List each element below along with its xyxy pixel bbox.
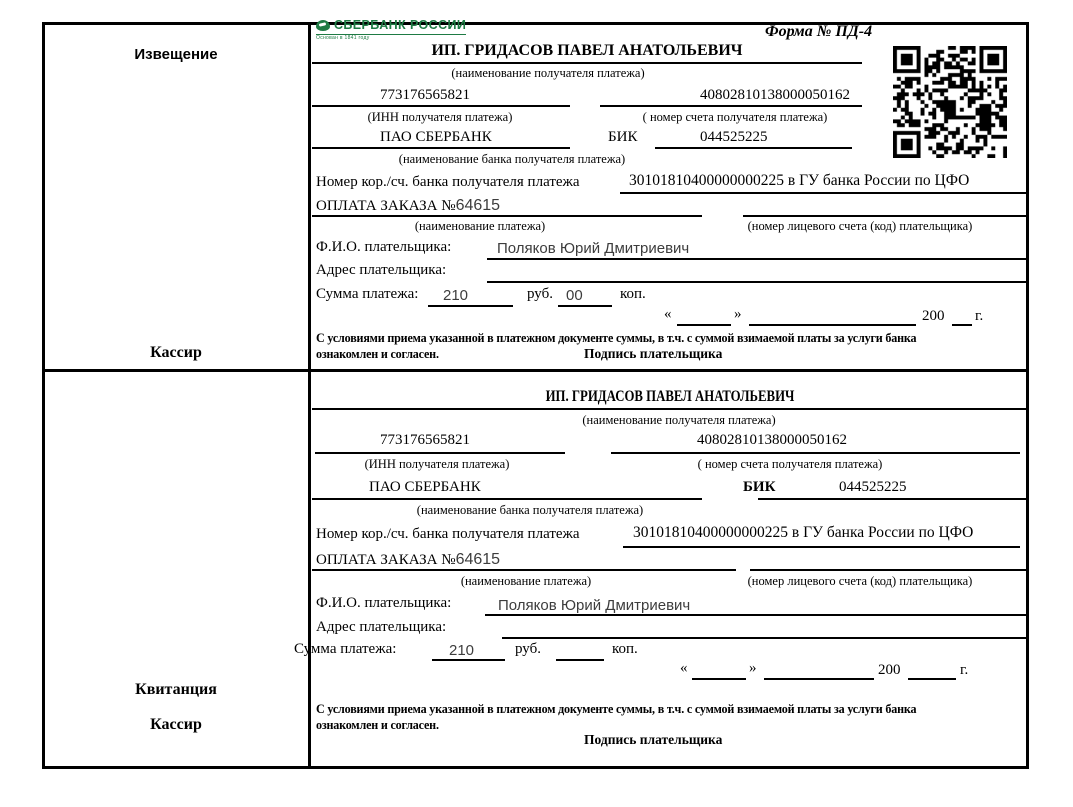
blank-line xyxy=(620,192,1026,194)
bank-name-value: ПАО СБЕРБАНК xyxy=(369,479,481,495)
bik-value: 044525225 xyxy=(839,479,907,495)
blank-line xyxy=(312,569,736,571)
payer-name-value: Поляков Юрий Дмитриевич xyxy=(498,597,691,614)
payer-name-label: Ф.И.О. плательщика: xyxy=(316,595,452,611)
blank-line xyxy=(750,569,1026,571)
payee-name-caption: (наименование получателя платежа) xyxy=(582,413,776,427)
terms-text-line1: С условиями приема указанной в платежном документе суммы, в т.ч. с суммой взимаемой платы за услуги банка xyxy=(316,701,917,716)
date-close-quote: » xyxy=(749,660,757,676)
terms-text-line2: ознакомлен и согласен. xyxy=(316,346,439,361)
payer-signature-label: Подпись плательщика xyxy=(584,732,723,747)
bik-label: БИК xyxy=(608,129,638,145)
blank-line xyxy=(315,452,565,454)
payer-address-label: Адрес плательщика: xyxy=(316,619,447,635)
personal-account-caption: (номер лицевого счета (код) плательщика) xyxy=(747,219,973,233)
payer-name-label: Ф.И.О. плательщика: xyxy=(316,239,452,255)
bik-value: 044525225 xyxy=(700,129,768,145)
payer-name-value: Поляков Юрий Дмитриевич xyxy=(497,240,690,257)
year-suffix: г. xyxy=(960,662,969,678)
receipt-cashier-label: Кассир xyxy=(150,716,202,733)
payment-purpose-prefix: ОПЛАТА ЗАКАЗА № xyxy=(316,552,456,568)
corr-account-value: 30101810400000000225 в ГУ банка России по ЦФО xyxy=(633,524,974,541)
order-number-value: 64615 xyxy=(455,197,501,214)
notice-section-label: Извещение xyxy=(134,46,218,63)
blank-line xyxy=(692,678,746,680)
blank-line xyxy=(743,215,1026,217)
account-caption: ( номер счета получателя платежа) xyxy=(697,457,883,471)
bank-name-value: ПАО СБЕРБАНК xyxy=(380,129,492,145)
corr-account-label: Номер кор./сч. банка получателя платежа xyxy=(316,526,580,542)
blank-line xyxy=(428,305,513,307)
date-open-quote: « xyxy=(664,306,672,322)
rub-label: руб. xyxy=(527,286,553,302)
amount-label: Сумма платежа: xyxy=(316,286,419,302)
blank-line xyxy=(487,258,1026,260)
amount-rub-value: 210 xyxy=(449,642,475,659)
payee-name: ИП. ГРИДАСОВ ПАВЕЛ АНАТОЛЬЕВИЧ xyxy=(431,42,743,59)
blank-line xyxy=(487,281,1026,283)
sberbank-logo xyxy=(316,19,466,41)
blank-line xyxy=(908,678,956,680)
payee-account-value: 40802810138000050162 xyxy=(700,87,850,103)
blank-line xyxy=(623,546,1020,548)
payer-address-label: Адрес плательщика: xyxy=(316,262,447,278)
year-prefix: 200 xyxy=(922,308,945,324)
payee-account-value: 40802810138000050162 xyxy=(697,432,847,448)
personal-account-caption: (номер лицевого счета (код) плательщика) xyxy=(747,574,973,588)
inn-caption: (ИНН получателя платежа) xyxy=(364,457,510,471)
blank-line xyxy=(952,324,972,326)
kop-label: коп. xyxy=(620,286,646,302)
date-open-quote: « xyxy=(680,660,688,676)
payment-purpose-prefix: ОПЛАТА ЗАКАЗА № xyxy=(316,198,456,214)
blank-line xyxy=(312,498,702,500)
blank-line xyxy=(558,305,612,307)
year-prefix: 200 xyxy=(878,662,901,678)
blank-line xyxy=(312,62,862,64)
year-suffix: г. xyxy=(975,308,984,324)
sberbank-logo-subtitle: Основан в 1841 году xyxy=(316,34,370,41)
section-divider xyxy=(42,369,1029,372)
corr-account-label: Номер кор./сч. банка получателя платежа xyxy=(316,174,580,190)
qr-code xyxy=(893,46,1007,158)
blank-line xyxy=(749,324,916,326)
payee-inn-value: 773176565821 xyxy=(380,87,470,103)
payment-purpose xyxy=(316,551,500,569)
bik-label: БИК xyxy=(743,479,776,495)
account-caption: ( номер счета получателя платежа) xyxy=(642,110,828,124)
payment-purpose-caption: (наименование платежа) xyxy=(414,219,546,233)
rub-label: руб. xyxy=(515,641,541,657)
sberbank-logo-text: СБЕРБАНК РОССИИ xyxy=(334,18,467,32)
blank-line xyxy=(432,659,505,661)
payment-purpose-caption: (наименование платежа) xyxy=(460,574,592,588)
kop-label: коп. xyxy=(612,641,638,657)
payee-name: ИП. ГРИДАСОВ ПАВЕЛ АНАТОЛЬЕВИЧ xyxy=(545,388,795,405)
amount-rub-value: 210 xyxy=(443,287,469,304)
blank-line xyxy=(556,659,604,661)
blank-line xyxy=(485,614,1026,616)
receipt-section-label: Квитанция xyxy=(135,681,217,698)
payee-inn-value: 773176565821 xyxy=(380,432,470,448)
form-number-label: Форма № ПД-4 xyxy=(765,23,873,40)
order-number-value: 64615 xyxy=(455,551,501,568)
blank-line xyxy=(758,498,1026,500)
blank-line xyxy=(312,105,570,107)
blank-line xyxy=(655,147,852,149)
blank-line xyxy=(312,215,702,217)
blank-line xyxy=(312,147,570,149)
bank-name-caption: (наименование банка получателя платежа) xyxy=(398,152,626,166)
amount-label: Сумма платежа: xyxy=(294,641,397,657)
blank-line xyxy=(764,678,874,680)
blank-line xyxy=(502,637,1026,639)
blank-line xyxy=(611,452,1020,454)
amount-kop-value: 00 xyxy=(566,287,583,304)
blank-line xyxy=(312,408,1026,410)
blank-line xyxy=(600,105,862,107)
terms-text-line2: ознакомлен и согласен. xyxy=(316,717,439,732)
payment-purpose xyxy=(316,197,500,215)
date-close-quote: » xyxy=(734,306,742,322)
corr-account-value: 30101810400000000225 в ГУ банка России по ЦФО xyxy=(629,172,970,189)
inn-caption: (ИНН получателя платежа) xyxy=(367,110,513,124)
blank-line xyxy=(677,324,731,326)
sberbank-emblem-icon xyxy=(316,20,330,31)
terms-text-line1: С условиями приема указанной в платежном документе суммы, в т.ч. с суммой взимаемой платы за услуги банка xyxy=(316,330,917,345)
payer-signature-label: Подпись плательщика xyxy=(584,346,723,361)
payee-name-caption: (наименование получателя платежа) xyxy=(451,66,645,80)
bank-name-caption: (наименование банка получателя платежа) xyxy=(416,503,644,517)
notice-cashier-label: Кассир xyxy=(150,344,202,361)
